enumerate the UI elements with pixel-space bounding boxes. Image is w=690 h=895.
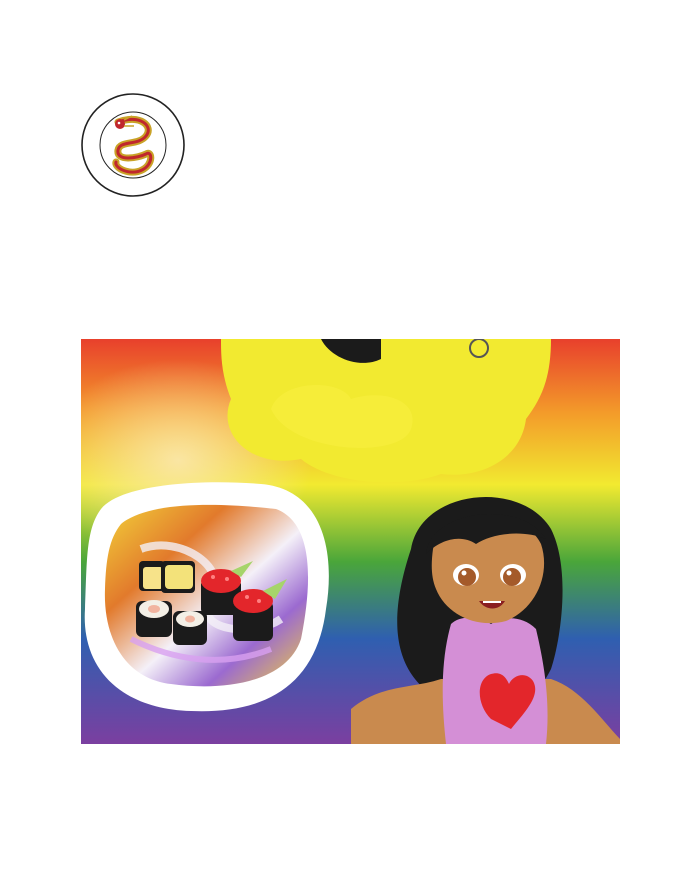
sushi-plate (85, 482, 329, 711)
student-drawing (81, 339, 620, 744)
school-seal-logo (80, 92, 186, 198)
